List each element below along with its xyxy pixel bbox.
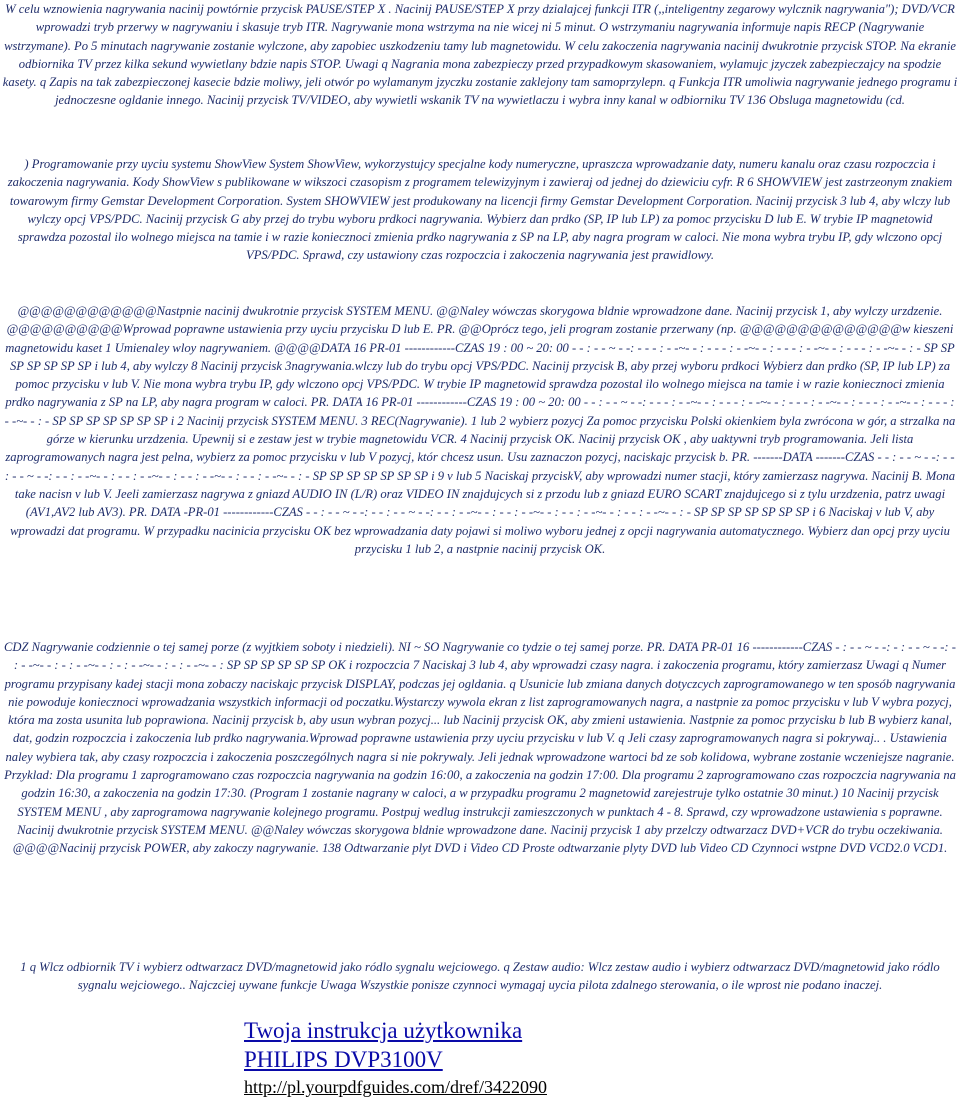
footer-links	[244, 1016, 547, 1098]
paragraph-tv-setup: 1 q Wlcz odbiornik TV i wybierz odtwarzacz DVD/magnetowid jako ródlo sygnalu wejciowego. q Zestaw audio: Wlcz zestaw audio i wybierz odtwarzacz DVD/magnetowid jako ródlo sygnalu wejciowego.. Najczciej uywane funkcje Uwaga Wszystkie ponisze czynnoci wymagaj uycia pilota zdalnego sterowania, o ile wprost nie podano inaczej.	[20, 960, 940, 993]
paragraph-showview: ) Programowanie przy uyciu systemu ShowView System ShowView, wykorzystujcy specjalne kody numeryczne, upraszcza wprowadzanie daty, numeru kanalu oraz czasu rozpoczcia i zakoczenia nagrywania. Kody ShowView s publikowane w wikszoci czasopism z programem telewizyjnym i zawieraj od jednej do dziewiciu cyfr. R 6 SHOWVIEW jest zastrzeonym znakiem towarowym firmy Gemstar Development Corporation. System SHOWVIEW jest produkowany na licencji firmy Gemstar Development Corporation. Nacinij przycisk 3 lub 4, aby wlczy lub wylczy opcj VPS/PDC. Nacinij przycisk G aby przej do trybu wyboru prdkoci nagrywania. Wybierz dan prdko (SP, IP lub LP) za pomoc przycisku D lub E. W trybie IP magnetowid sprawdza pozostal ilo wolnego miejsca na tamie i w razie koniecznoci zmienia prdko nagrywania z SP na LP, aby nagra program w caloci. Nie mona wybra trybu IP, gdy wlczono opcj VPS/PDC. Sprawd, czy ustawiony czas rozpoczcia i zakoczenia nagrywania jest prawidlowy.	[7, 157, 953, 263]
url-link[interactable]: http://pl.yourpdfguides.com/dref/3422090	[244, 1077, 547, 1097]
paragraph-daily-recording: CDZ Nagrywanie codziennie o tej samej porze (z wyjtkiem soboty i niedzieli). NI ~ SO Nagrywanie co tydzie o tej samej porze. PR. DATA PR-01 16 ------------CZAS - : - - ~ - -: - : - - ~ - -: - : - -~- - : - : - -~- - : - : - -~- - : - : - -~- - : SP SP SP SP SP SP OK i rozpoczcia 7 Naciskaj 3 lub 4, aby wprowadzi czasy nagra. i zakoczenia programu, który zamierzasz Uwagi q Numer programu przypisany kadej stacji mona zobaczy naciskajc przycisk DISPLAY, podczas jej ogldania. q Usunicie lub zmiana danych dotyczcych zaprogramowanego w ten sposób nagrywania nie powoduje koniecznoci wprowadzania wszystkich informacji od poczatku.Wystarczy wywola ekran z list zaprogramowanych nagra, a nastpnie za pomoc przycisku v lub V wybra pozycj, która ma zosta usunita lub poprawiona. Nacinij przycisk b, aby usun wybran pozycj... lub Nacinij przycisk OK, aby zmieni ustawienia. Nastpnie za pomoc przycisku b lub B wybierz kanal, dat, godzin rozpoczcia i zakoczenia lub prdko nagrywania.Wprowad poprawne ustawienia przy uyciu przycisku v lub V. q Jeli czasy zaprogramowanych nagra si pokrywaj.. . Ustawienia naley wybiera tak, aby czasy rozpoczcia i zakoczenia poszczególnych nagra si nie pokrywaly. Jeli jednak wprowadzone wartoci bd ze sob kolidowa, wybrane zostanie wczeniejsze nagranie. Przyklad: Dla programu 1 zaprogramowano czas rozpoczcia nagrywania na godzin 16:00, a zakoczenia na godzin 17:00. Dla programu 2 zaprogramowano czas rozpoczcia nagrywania na godzin 16:30, a zakoczenia na godzin 17:30. (Program 1 zostanie nagrany w caloci, a w przypadku programu 2 magnetowid zarejestruje tylko ostatnie 30 minut.) 10 Nacinij przycisk SYSTEM MENU , aby zaprogramowa nagrywanie kolejnego programu. Postpuj wedlug instrukcji zamieszczonych w punktach 4 - 8. Sprawd, czy wprowadzone ustawienia s poprawne. Nacinij dwukrotnie przycisk SYSTEM MENU. @@Naley wówczas skorygowa bldnie wprowadzone dane. Nacinij przycisk 1 aby przelczy odtwarzacz DVD+VCR do trybu oczekiwania. @@@@Nacinij przycisk POWER, aby zakoczy nagrywanie. 138 Odtwarzanie plyt DVD i Video CD Proste odtwarzanie plyty DVD lub Video CD Czynnoci wstpne DVD VCD2.0 VCD1.	[4, 640, 956, 856]
manual-title-link[interactable]: Twoja instrukcja użytkownika	[244, 1018, 523, 1043]
paragraph-system-menu: @@@@@@@@@@@@Nastpnie nacinij dwukrotnie przycisk SYSTEM MENU. @@Naley wówczas skorygowa bldnie wprowadzone dane. Nacinij przycisk 1, aby wylczy urzdzenie. @@@@@@@@@@Wprowad poprawne ustawienia przy uyciu przycisku D lub E. PR. @@Oprócz tego, jeli program zostanie przerwany (np. @@@@@@@@@@@@@@w kieszeni magnetowidu kaset 1 Umienaley wloy nagrywaniem. @@@@DATA 16 PR-01 ------------CZAS 19 : 00 ~ 20: 00 - - : - - ~ - -: - - - : - -~- - : - - - : - -~- - : - - - : - -~- - : - - - : - -~- - : - SP SP SP SP SP SP SP i lub 4, aby wylczy 8 Nacinij przycisk 3nagrywania.wlczy lub do trybu opcj VPS/PDC. Nacinij przycisk B, aby przej wyboru prdkoci Wybierz dan prdko (SP, IP lub LP) za pomoc przycisku v lub V. Nie mona wybra trybu IP, gdy wlczono opcj VPS/PDC. W trybie IP magnetowid sprawdza pozostal ilo wolnego miejsca na tamie i w razie koniecznoci zmienia prdko nagrywania z SP na LP, aby nagra program w caloci. PR. DATA 16 PR-01 ------------CZAS 19 : 00 ~ 20: 00 - - : - - ~ - -: - - - : - -~- - : - - - : - -~- - : - - - : - -~- - : - - - : - -~- - : - - - : - -~- - : - SP SP SP SP SP SP SP i 2 Nacinij przycisk SYSTEM MENU. 3 REC(Nagrywanie). 1 lub 2 wybierz pozycj Za pomoc przycisku Polski okienkiem byla zwrócona w gór, a strzalka na górze w kierunku urzdzenia. Upewnij si e zestaw jest w trybie magnetowidu VCR. 4 Nacinij przycisk OK. Nacinij przycisk OK , aby uaktywni tryb programowania. Jeli lista zaprogramowanych nagra jest pelna, wybierz za pomoc przycisku v lub V pozycj, któr chcesz usun. Usu zaznaczon pozycj, naciskajc przycisk b. PR. -------DATA -------CZAS - - : - - ~ - -: - - : - - ~ - -: - - : - -~- - : - - : - -~- - : - - : - -~- - : - - : - -~- - : - SP SP SP SP SP SP SP i 9 v lub 5 Naciskaj przyciskV, aby wprowadzi numer stacji, który zamierzasz nagrywa. Nacinij B. Mona take nacisn v lub V. Jeeli zamierzasz nagrywa z gniazd AUDIO IN (L/R) oraz VIDEO IN znajdujcych si z przodu lub z gniazd EURO SCART znajdujcego si z tylu urzdzenia, patrz uwagi (AV1,AV2 lub AV3). PR. DATA -PR-01 ------------CZAS - - : - - ~ - -: - - : - - ~ - -: - - : - -~- - : - - : - -~- - : - - : - -~- - : - - : - -~- - : - SP SP SP SP SP SP SP i 6 Naciskaj v lub V, aby wprowadzi dat programu. W przypadku nacinicia przycisku OK bez wprowadzania daty pojawi si moliwo wyboru jednej z opcji nagrywania automatycznego. Wybierz dan opcj przy uyciu przycisku 1 lub 2, a nastpnie nacinij przycisk OK.	[4, 304, 956, 556]
model-link[interactable]: PHILIPS DVP3100V	[244, 1047, 443, 1072]
paragraph-pause-step: W celu wznowienia nagrywania nacinij powtórnie przycisk PAUSE/STEP X . Nacinij PAUSE/STEP X przy dzialajcej funkcji ITR (,,inteligentny zegarowy wylcznik nagrywania"); DVD/VCR wprowadzi tryb przerwy w nagrywaniu i skasuje tryb ITR. Nagrywanie mona wstrzyma na nie wicej ni 5 minut. O wstrzymaniu nagrywania informuje napis RECP (Nagrywanie wstrzymane). Po 5 minutach nagrywanie zostanie wylczone, aby zapobiec uszkodzeniu tamy lub magnetowidu. W celu zakoczenia nagrywania nacinij dwukrotnie przycisk STOP. Na ekranie odbiornika TV przez kilka sekund wywietlany bdzie napis STOP. Uwagi q Nagrania mona zabezpieczy przed przypadkowym skasowaniem, wylamujc jzyczek zabezpieczajcy na spodzie kasety. q Zapis na tak zabezpieczonej kasecie bdzie moliwy, jeli otwór po wylamanym jzyczku zostanie zaklejony tam samoprzylepn. q Funkcja ITR umoliwia nagrywanie jednego programu i jednoczesne ogldanie innego. Nacinij przycisk TV/VIDEO, aby wywietli wskanik TV na wywietlaczu i wybra inny kanal w odbiorniku TV 136 Obsluga magnetowidu (cd.	[2, 2, 958, 108]
